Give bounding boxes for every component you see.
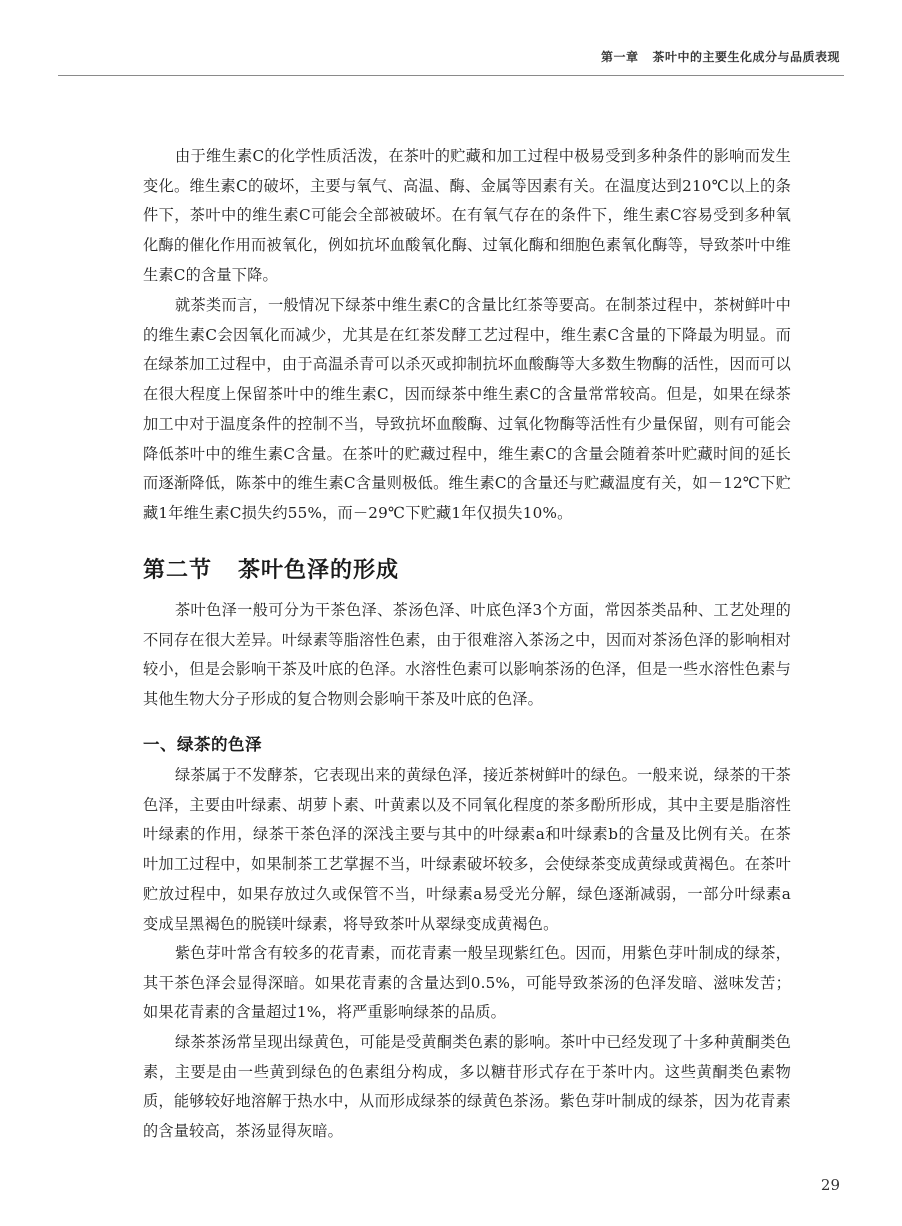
section-title: 茶叶色泽的形成	[238, 558, 400, 583]
paragraph-flavonoid: 绿茶茶汤常呈现出绿黄色，可能是受黄酮类色素的影响。茶叶中已经发现了十多种黄酮类色素，主要是由一些黄到绿色的色素组分构成，多以糖苷形式存在于茶叶内。这些黄酮类色素物质，能够较好地溶解于热水中，从而形成绿茶的绿黄色茶汤。紫色芽叶制成的绿茶，因为花青素的含量较高，茶汤显得灰暗。	[143, 1033, 791, 1141]
paragraph-vitamin-c-stability: 由于维生素C的化学性质活泼，在茶叶的贮藏和加工过程中极易受到多种条件的影响而发生变化。维生素C的破坏，主要与氧气、高温、酶、金属等因素有关。在温度达到210℃以上的条件下，茶叶中的维生素C可能会全部被破坏。在有氧气存在的条件下，维生素C容易受到多种氧化酶的催化作用而被氧化，例如抗坏血酸氧化酶、过氧化酶和细胞色素氧化酶等，导致茶叶中维生素C的含量下降。	[143, 147, 791, 284]
paragraph-section-intro: 茶叶色泽一般可分为干茶色泽、茶汤色泽、叶底色泽3个方面，常因茶类品种、工艺处理的不同存在很大差异。叶绿素等脂溶性色素，由于很难溶入茶汤之中，因而对茶汤色泽的影响相对较小，但是会影响干茶及叶底的色泽。水溶性色素可以影响茶汤的色泽，但是一些水溶性色素与其他生物大分子形成的复合物则会影响干茶及叶底的色泽。	[143, 601, 791, 709]
section-number: 第二节	[143, 558, 213, 583]
chapter-title: 茶叶中的主要生化成分与品质表现	[652, 50, 840, 64]
page-number: 29	[820, 1176, 840, 1194]
running-header	[601, 48, 840, 65]
paragraph-anthocyanin: 紫色芽叶常含有较多的花青素，而花青素一般呈现紫红色。因而，用紫色芽叶制成的绿茶，其干茶色泽会显得深暗。如果花青素的含量达到0.5%，可能导致茶汤的色泽发暗、滋味发苦；如果花青素的含量超过1%，将严重影响绿茶的品质。	[143, 944, 791, 1022]
subsection-heading: 一、绿茶的色泽	[143, 735, 262, 754]
header-rule	[58, 75, 844, 76]
paragraph-green-tea-color: 绿茶属于不发酵茶，它表现出来的黄绿色泽，接近茶树鲜叶的绿色。一般来说，绿茶的干茶色泽，主要由叶绿素、胡萝卜素、叶黄素以及不同氧化程度的茶多酚所形成，其中主要是脂溶性叶绿素的作用，绿茶干茶色泽的深浅主要与其中的叶绿素a和叶绿素b的含量及比例有关。在茶叶加工过程中，如果制茶工艺掌握不当，叶绿素破坏较多，会使绿茶变成黄绿或黄褐色。在茶叶贮放过程中，如果存放过久或保管不当，叶绿素a易受光分解，绿色逐渐减弱，一部分叶绿素a变成呈黑褐色的脱镁叶绿素，将导致茶叶从翠绿变成黄褐色。	[143, 766, 791, 933]
chapter-number: 第一章	[600, 50, 639, 64]
section-heading	[143, 553, 399, 584]
paragraph-vitamin-c-tea-types: 就茶类而言，一般情况下绿茶中维生素C的含量比红茶等要高。在制茶过程中，茶树鲜叶中的维生素C会因氧化而减少，尤其是在红茶发酵工艺过程中，维生素C含量的下降最为明显。而在绿茶加工过程中，由于高温杀青可以杀灭或抑制抗坏血酸酶等大多数生物酶的活性，因而可以在很大程度上保留茶叶中的维生素C，因而绿茶中维生素C的含量常常较高。但是，如果在绿茶加工中对于温度条件的控制不当，导致抗坏血酸酶、过氧化物酶等活性有少量保留，则有可能会降低茶叶中的维生素C含量。在茶叶的贮藏过程中，维生素C的含量会随着茶叶贮藏时间的延长而逐渐降低，陈茶中的维生素C含量则极低。维生素C的含量还与贮藏温度有关，如－12℃下贮藏1年维生素C损失约55%，而－29℃下贮藏1年仅损失10%。	[143, 296, 791, 522]
